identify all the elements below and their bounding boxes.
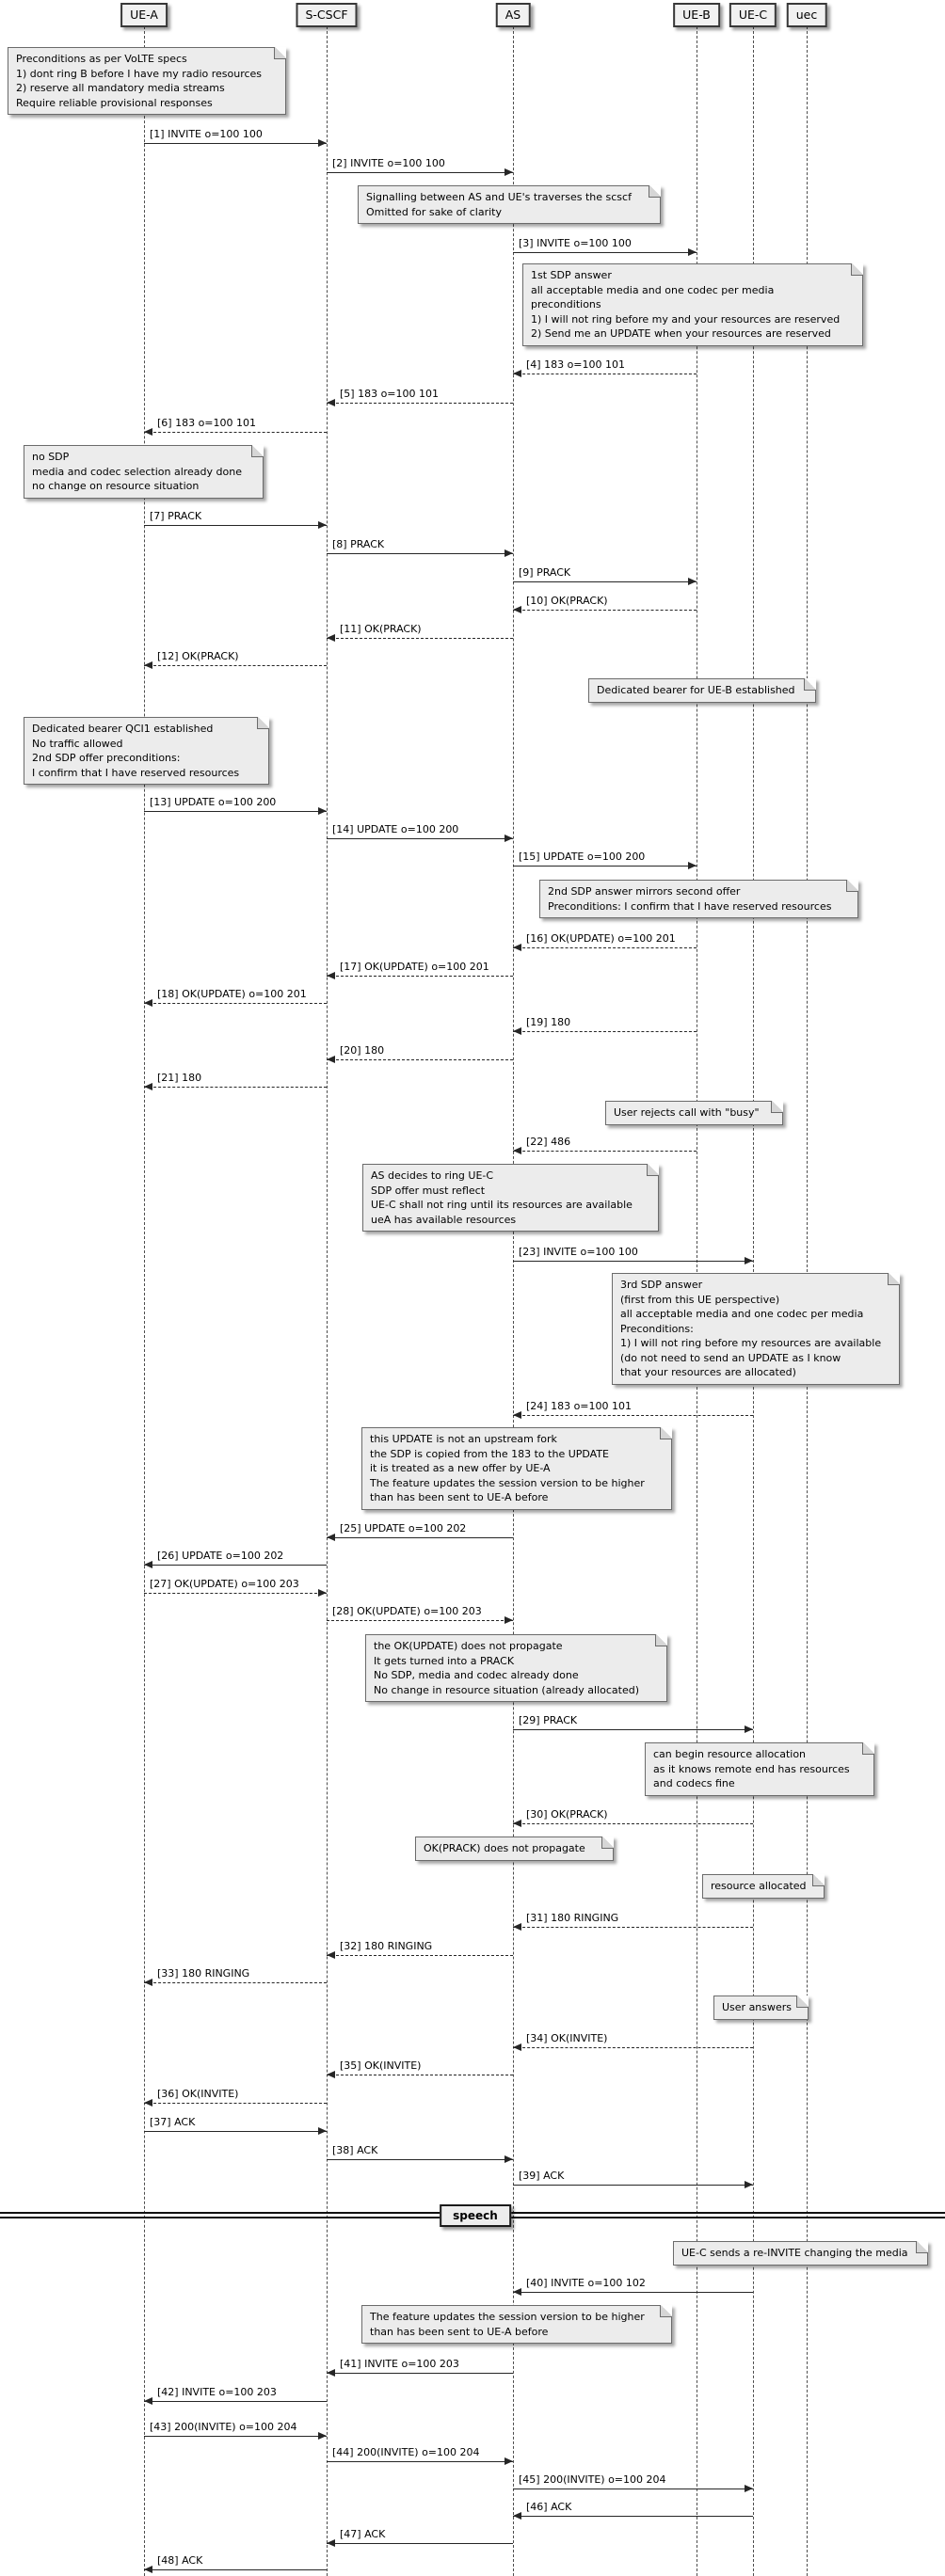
message-label: [38] ACK [332, 2144, 378, 2156]
note [612, 1273, 900, 1385]
note-text-line: media and codec selection already done [32, 465, 242, 478]
note-text-line: 1) I will not ring before my resources are available [620, 1337, 882, 1349]
note [415, 1837, 614, 1861]
note-fold-icon [851, 263, 863, 276]
note [673, 2241, 928, 2266]
message-arrowhead-icon [505, 168, 513, 176]
message-arrowhead-icon [745, 2181, 753, 2188]
message-arrowhead-icon [327, 634, 335, 642]
note-fold-icon [771, 1101, 783, 1113]
note-text-line: no change on resource situation [32, 480, 200, 492]
note-text-line: Require reliable provisional responses [16, 96, 213, 109]
message-arrowhead-icon [688, 248, 697, 256]
message-label: [15] UPDATE o=100 200 [519, 851, 646, 863]
message-arrowhead-icon [327, 2071, 335, 2078]
note-text-line: 2nd SDP offer preconditions: [32, 752, 181, 764]
participant-box-uec: uec [787, 3, 827, 27]
note-fold-icon [601, 1837, 614, 1849]
message-label: [8] PRACK [332, 538, 385, 550]
note-text-line: No change in resource situation (already allocated) [374, 1683, 640, 1696]
message-label: [7] PRACK [150, 510, 202, 522]
note-text-line: Preconditions: [620, 1322, 694, 1335]
note-text-line: Signalling between AS and UE's traverses the scscf [366, 191, 632, 203]
message-arrowhead-icon [505, 835, 513, 842]
message-label: [22] 486 [526, 1136, 571, 1148]
message-label: [23] INVITE o=100 100 [519, 1246, 638, 1258]
message-arrowhead-icon [144, 428, 152, 436]
note-text-line: can begin resource allocation [653, 1748, 807, 1760]
message-line [513, 1415, 753, 1416]
message-arrowhead-icon [513, 1411, 521, 1419]
note-text-line: (first from this UE perspective) [620, 1293, 780, 1306]
note-text-line: resource allocated [711, 1880, 807, 1892]
message-line [144, 2131, 327, 2132]
note-text-line: UE-C sends a re-INVITE changing the media [681, 2247, 908, 2259]
message-line [144, 2436, 327, 2437]
message-line [144, 1982, 327, 1983]
message-line [513, 947, 697, 948]
note-text-line: the OK(UPDATE) does not propagate [374, 1640, 563, 1652]
note-fold-icon [812, 1874, 825, 1886]
message-label: [24] 183 o=100 101 [526, 1400, 633, 1412]
note [24, 445, 264, 499]
note-text-line: The feature updates the session version to be higher [370, 1476, 645, 1489]
message-arrowhead-icon [144, 2397, 152, 2405]
note-fold-icon [916, 2241, 928, 2253]
message-line [144, 1003, 327, 1004]
message-arrowhead-icon [144, 1561, 152, 1568]
message-label: [40] INVITE o=100 102 [526, 2277, 646, 2289]
note-fold-icon [649, 185, 661, 198]
note [362, 1164, 659, 1232]
message-label: [44] 200(INVITE) o=100 204 [332, 2446, 480, 2458]
message-label: [47] ACK [340, 2528, 386, 2540]
message-label: [9] PRACK [519, 566, 571, 579]
note [24, 717, 269, 785]
message-arrowhead-icon [144, 1979, 152, 1986]
lifeline-ue-a [144, 26, 145, 2576]
message-line [327, 2543, 513, 2544]
lifeline-s-cscf [327, 26, 328, 2576]
note-text-line: this UPDATE is not an upstream fork [370, 1433, 557, 1445]
message-line [327, 838, 513, 839]
note-text-line: Preconditions: I confirm that I have reserved resources [548, 899, 832, 913]
note-text-line: 2nd SDP answer mirrors second offer [548, 885, 741, 898]
message-arrowhead-icon [513, 370, 521, 377]
note-text-line: all acceptable media and one codec per media [531, 283, 775, 296]
note-text-line: User answers [722, 2001, 793, 2013]
message-line [144, 143, 327, 144]
note-text-line: that your resources are allocated) [620, 1366, 796, 1378]
message-label: [37] ACK [150, 2116, 196, 2128]
message-label: [3] INVITE o=100 100 [519, 237, 632, 249]
message-label: [20] 180 [340, 1044, 385, 1057]
message-arrowhead-icon [513, 1027, 521, 1035]
message-line [513, 610, 697, 611]
note-text-line: the SDP is copied from the 183 to the UPDATE [370, 1447, 610, 1460]
message-line [513, 1031, 697, 1032]
message-line [513, 1729, 753, 1730]
message-arrowhead-icon [318, 807, 327, 815]
note-text-line: all acceptable media and one codec per media [620, 1308, 864, 1320]
message-line [327, 2461, 513, 2462]
divider-label: speech [440, 2204, 511, 2227]
message-label: [5] 183 o=100 101 [340, 388, 440, 400]
message-line [144, 525, 327, 526]
note-text-line: 1st SDP answer [531, 269, 612, 281]
message-line [327, 1059, 513, 1060]
message-line [144, 665, 327, 666]
participant-box-as: AS [496, 3, 531, 27]
message-label: [10] OK(PRACK) [526, 595, 608, 607]
message-arrowhead-icon [745, 1257, 753, 1264]
message-line [327, 2373, 513, 2374]
note-text-line: Preconditions as per VoLTE specs [16, 53, 187, 65]
message-line [327, 1537, 513, 1538]
message-arrowhead-icon [513, 606, 521, 613]
message-line [327, 553, 513, 554]
message-line [513, 252, 697, 253]
note-fold-icon [274, 47, 286, 59]
note-text-line: 2) reserve all mandatory media streams [16, 82, 225, 94]
message-line [327, 976, 513, 977]
note-text-line: ueA has available resources [371, 1213, 517, 1226]
message-label: [39] ACK [519, 2170, 565, 2182]
message-arrowhead-icon [144, 1083, 152, 1090]
note-fold-icon [846, 880, 858, 892]
message-label: [33] 180 RINGING [157, 1967, 250, 1980]
message-line [327, 172, 513, 173]
participant-box-ue-a: UE-A [120, 3, 168, 27]
message-arrowhead-icon [144, 661, 152, 669]
message-line [144, 811, 327, 812]
note-text-line: it is treated as a new offer by UE-A [370, 1462, 551, 1474]
note-fold-icon [251, 445, 264, 457]
note-text-line: UE-C shall not ring until its resources are available [371, 1199, 633, 1211]
message-label: [27] OK(UPDATE) o=100 203 [150, 1578, 299, 1590]
message-label: [28] OK(UPDATE) o=100 203 [332, 1605, 482, 1617]
message-arrowhead-icon [688, 578, 697, 585]
participant-box-s-cscf: S-CSCF [296, 3, 357, 27]
message-label: [30] OK(PRACK) [526, 1808, 608, 1821]
note-text-line: No SDP, media and codec already done [374, 1669, 579, 1681]
message-arrowhead-icon [505, 2457, 513, 2465]
message-arrowhead-icon [327, 399, 335, 406]
message-arrowhead-icon [318, 1589, 327, 1597]
note-text-line: Omitted for sake of clarity [366, 205, 502, 218]
note [361, 2305, 672, 2344]
note-text-line: than has been sent to UE-A before [370, 1491, 549, 1503]
note-fold-icon [655, 1634, 667, 1646]
message-label: [6] 183 o=100 101 [157, 417, 257, 429]
note-text-line: No traffic allowed [32, 737, 123, 750]
message-arrowhead-icon [144, 2099, 152, 2107]
message-arrowhead-icon [513, 2288, 521, 2296]
message-label: [35] OK(INVITE) [340, 2059, 422, 2072]
note [713, 1996, 809, 2020]
note-text-line: It gets turned into a PRACK [374, 1654, 515, 1667]
note-text-line: preconditions [531, 298, 601, 310]
message-line [144, 2401, 327, 2402]
message-line [144, 2569, 327, 2570]
message-line [144, 432, 327, 433]
message-label: [32] 180 RINGING [340, 1940, 433, 1952]
message-label: [25] UPDATE o=100 202 [340, 1522, 467, 1534]
message-arrowhead-icon [513, 1147, 521, 1154]
message-arrowhead-icon [318, 139, 327, 147]
participant-box-ue-b: UE-B [673, 3, 720, 27]
message-arrowhead-icon [318, 521, 327, 529]
message-label: [43] 200(INVITE) o=100 204 [150, 2421, 297, 2433]
message-line [513, 1927, 753, 1928]
message-arrowhead-icon [505, 549, 513, 557]
message-line [144, 1087, 327, 1088]
message-arrowhead-icon [318, 2127, 327, 2135]
note-text-line: OK(PRACK) does not propagate [424, 1842, 585, 1854]
message-arrowhead-icon [745, 1725, 753, 1733]
note-text-line: than has been sent to UE-A before [370, 2325, 549, 2338]
message-arrowhead-icon [505, 2155, 513, 2163]
note [605, 1101, 783, 1125]
message-label: [42] INVITE o=100 203 [157, 2386, 277, 2398]
message-arrowhead-icon [513, 2043, 521, 2051]
message-arrowhead-icon [513, 2512, 521, 2520]
note-text-line: AS decides to ring UE-C [371, 1169, 494, 1182]
message-line [513, 1151, 697, 1152]
message-line [513, 2185, 753, 2186]
note-text-line: 1) dont ring B before I have my radio resources [16, 67, 263, 80]
message-arrowhead-icon [144, 999, 152, 1007]
message-label: [17] OK(UPDATE) o=100 201 [340, 961, 489, 973]
message-line [513, 2292, 753, 2293]
message-arrowhead-icon [327, 1951, 335, 1959]
note-fold-icon [804, 678, 816, 691]
message-label: [29] PRACK [519, 1714, 578, 1726]
message-line [327, 638, 513, 639]
message-label: [1] INVITE o=100 100 [150, 128, 263, 140]
note-fold-icon [660, 2305, 672, 2317]
note-fold-icon [257, 717, 269, 729]
message-arrowhead-icon [505, 1616, 513, 1624]
message-line [513, 1261, 753, 1262]
message-line [327, 1620, 513, 1621]
message-label: [14] UPDATE o=100 200 [332, 823, 459, 835]
message-arrowhead-icon [327, 1056, 335, 1063]
note-fold-icon [888, 1273, 900, 1285]
lifeline-as [513, 26, 514, 2576]
participant-box-ue-c: UE-C [729, 3, 777, 27]
message-arrowhead-icon [513, 1820, 521, 1827]
note-fold-icon [660, 1427, 672, 1439]
note-text-line: I confirm that I have reserved resources [32, 766, 240, 779]
message-arrowhead-icon [745, 2485, 753, 2492]
note [361, 1427, 672, 1510]
message-label: [12] OK(PRACK) [157, 650, 239, 662]
message-arrowhead-icon [327, 1534, 335, 1541]
note [645, 1742, 874, 1796]
note-fold-icon [647, 1164, 659, 1176]
message-label: [46] ACK [526, 2501, 572, 2513]
message-arrowhead-icon [318, 2432, 327, 2440]
message-label: [48] ACK [157, 2554, 203, 2567]
note-text-line: (do not need to send an UPDATE as I know [620, 1351, 841, 1364]
message-label: [31] 180 RINGING [526, 1912, 619, 1924]
note [539, 880, 858, 918]
message-line [513, 581, 697, 582]
message-arrowhead-icon [327, 2369, 335, 2377]
note [522, 263, 863, 346]
message-label: [36] OK(INVITE) [157, 2088, 239, 2100]
note-text-line: no SDP [32, 451, 70, 463]
message-line [327, 1955, 513, 1956]
message-line [327, 2159, 513, 2160]
note [702, 1874, 825, 1899]
note-text-line: SDP offer must reflect [371, 1184, 486, 1197]
note [358, 185, 661, 224]
message-line [144, 2103, 327, 2104]
note-fold-icon [862, 1742, 874, 1755]
message-label: [2] INVITE o=100 100 [332, 157, 445, 169]
message-line [513, 1823, 753, 1824]
message-arrowhead-icon [327, 2539, 335, 2547]
message-line [513, 2516, 753, 2517]
message-label: [34] OK(INVITE) [526, 2032, 608, 2044]
message-line [144, 1565, 327, 1566]
message-label: [11] OK(PRACK) [340, 623, 422, 635]
message-arrowhead-icon [688, 862, 697, 869]
note-fold-icon [796, 1996, 809, 2008]
message-arrowhead-icon [513, 944, 521, 951]
message-label: [16] OK(UPDATE) o=100 201 [526, 932, 676, 945]
message-line [327, 403, 513, 404]
note-text-line: Dedicated bearer QCI1 established [32, 723, 214, 735]
note-text-line: The feature updates the session version to be higher [370, 2311, 645, 2323]
note-text-line: 2) Send me an UPDATE when your resources are reserved [531, 327, 831, 340]
note-text-line: User rejects call with "busy" [614, 1106, 760, 1119]
message-label: [26] UPDATE o=100 202 [157, 1550, 284, 1562]
note-text-line: Dedicated bearer for UE-B established [597, 684, 795, 696]
message-arrowhead-icon [513, 1923, 521, 1931]
message-arrowhead-icon [327, 972, 335, 979]
note [588, 678, 816, 703]
message-label: [18] OK(UPDATE) o=100 201 [157, 988, 307, 1000]
note-text-line: as it knows remote end has resources [653, 1762, 850, 1775]
note-text-line: and codecs fine [653, 1777, 735, 1789]
message-label: [4] 183 o=100 101 [526, 358, 626, 371]
message-label: [19] 180 [526, 1016, 571, 1028]
message-label: [41] INVITE o=100 203 [340, 2358, 459, 2370]
message-line [513, 2047, 753, 2048]
message-label: [13] UPDATE o=100 200 [150, 796, 277, 808]
message-arrowhead-icon [144, 2566, 152, 2573]
message-label: [45] 200(INVITE) o=100 204 [519, 2473, 666, 2486]
message-line [513, 866, 697, 867]
message-line [144, 1593, 327, 1594]
note-text-line: 1) I will not ring before my and your resources are reserved [531, 312, 841, 326]
note [365, 1634, 667, 1702]
message-label: [21] 180 [157, 1072, 202, 1084]
note [8, 47, 286, 115]
note-text-line: 3rd SDP answer [620, 1279, 703, 1291]
